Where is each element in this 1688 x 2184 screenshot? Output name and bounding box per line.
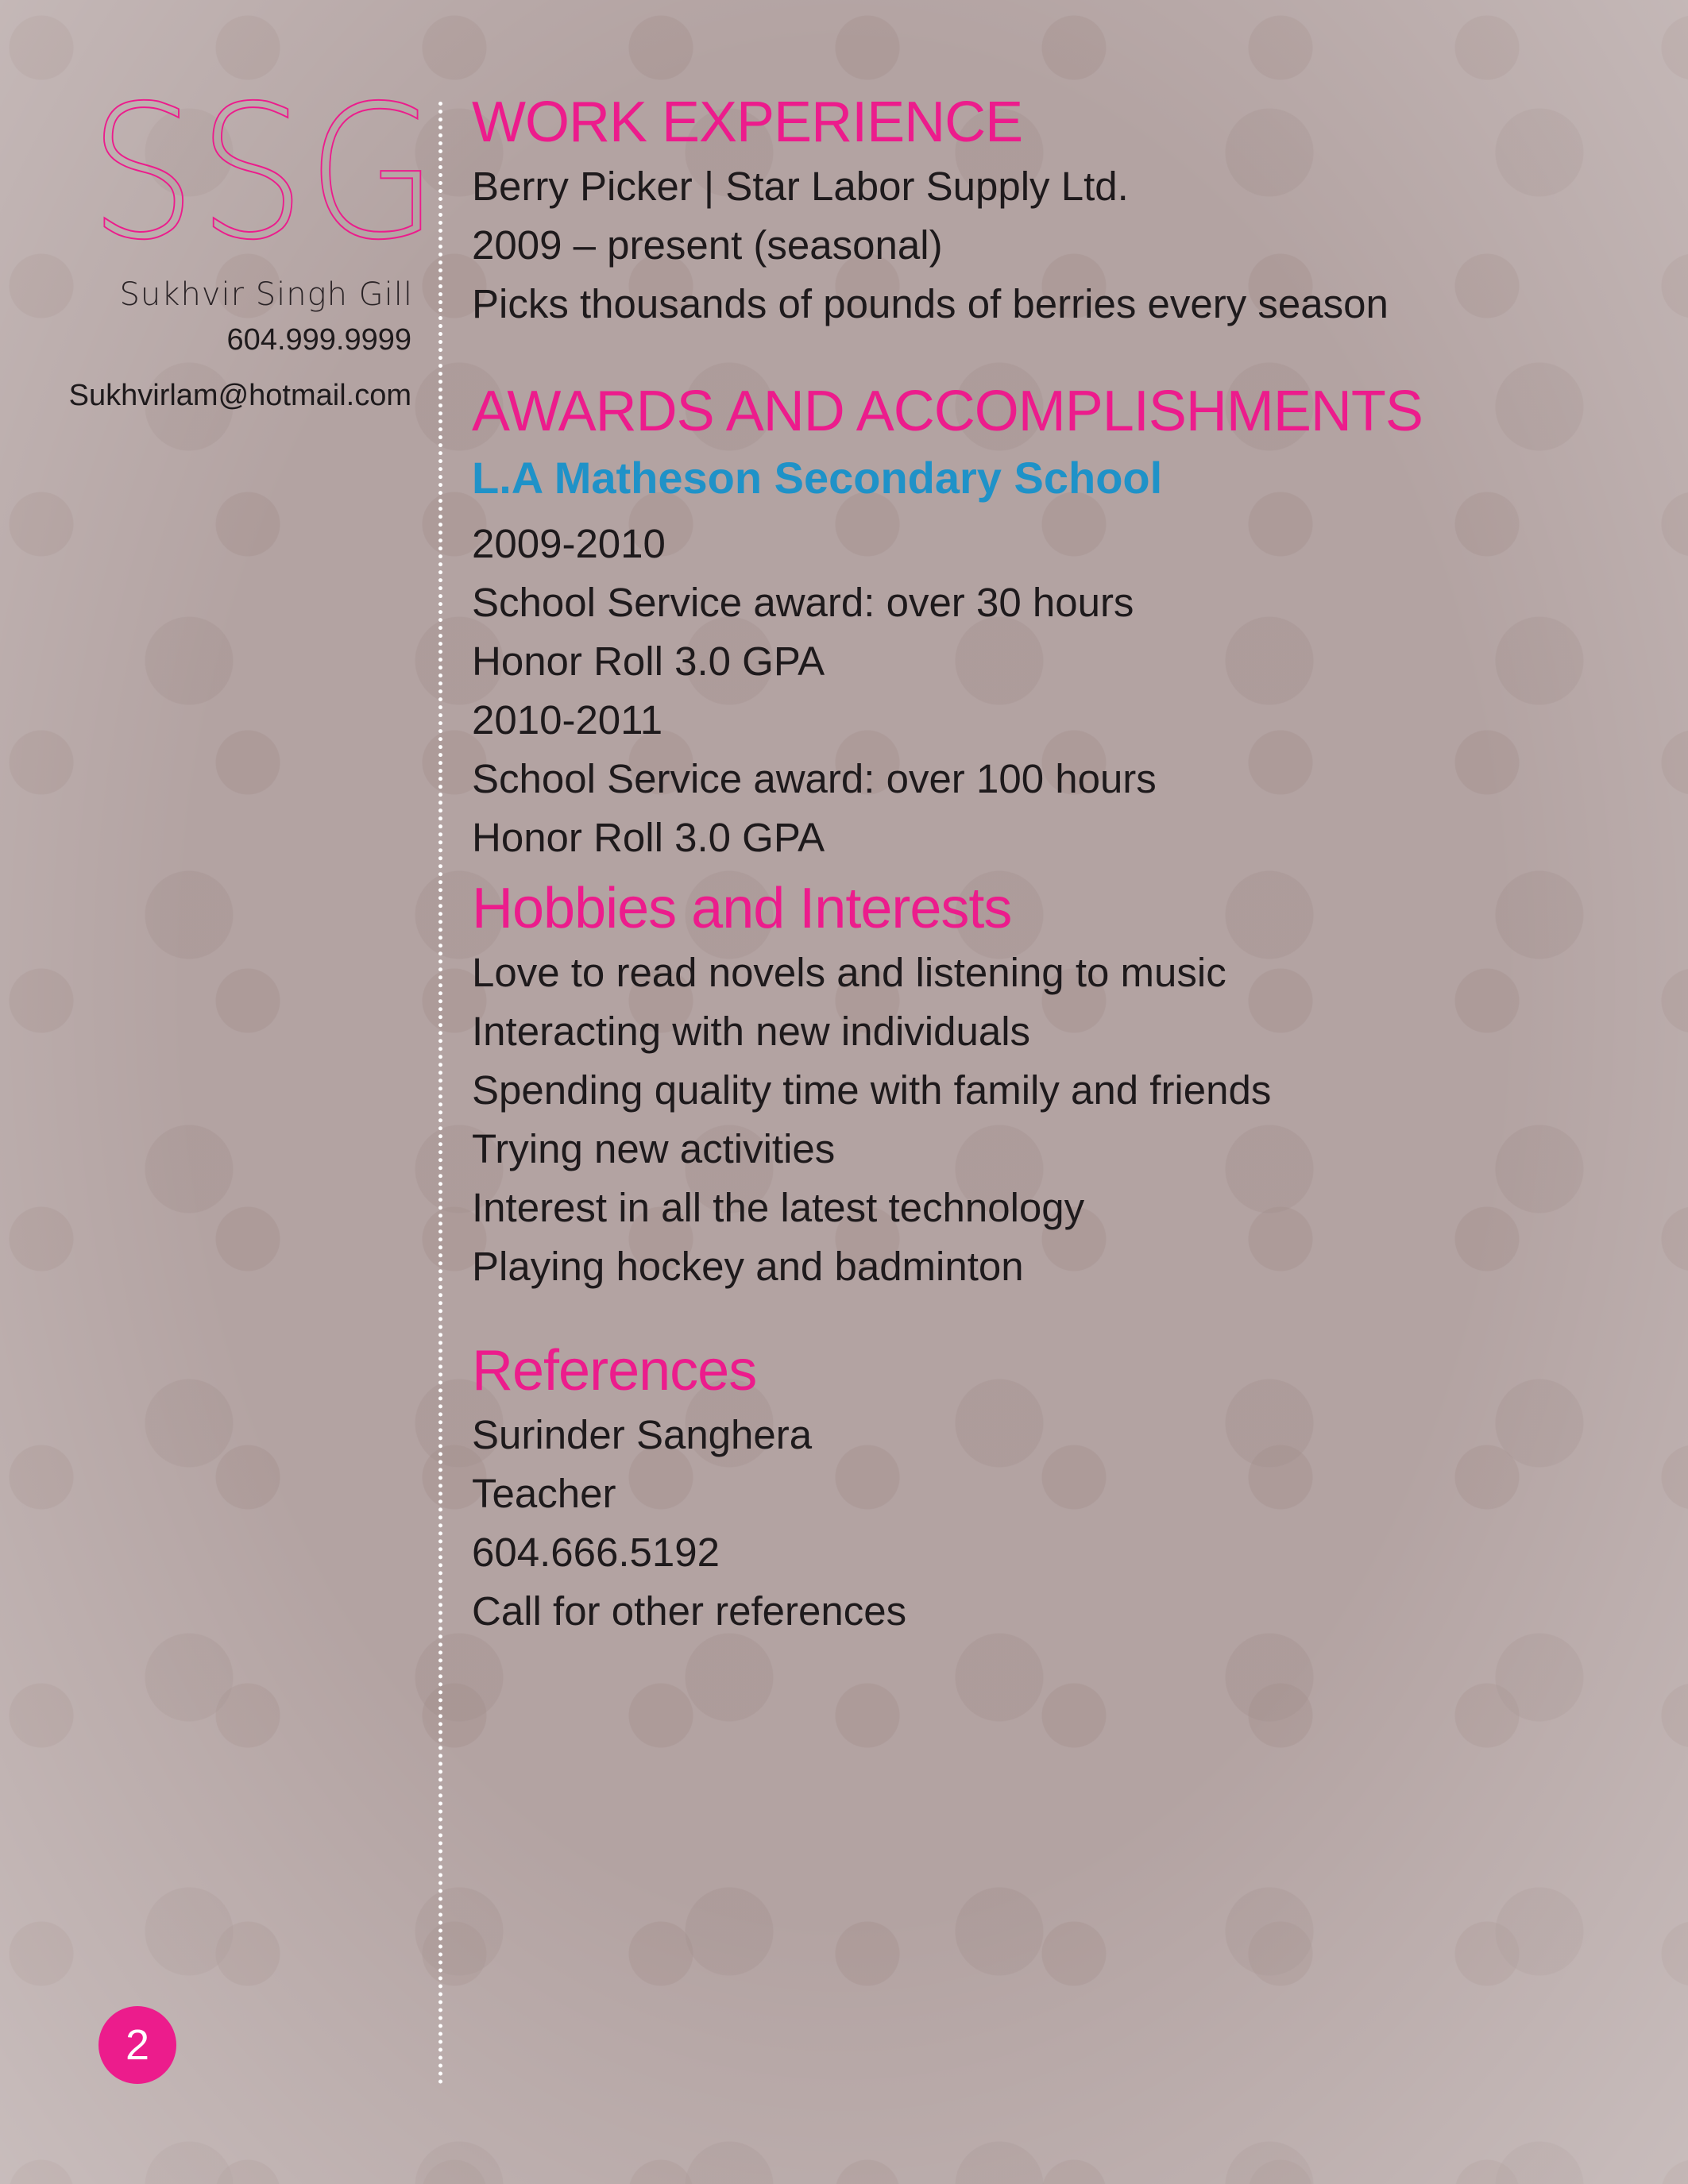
hobby-line: Trying new activities: [472, 1126, 836, 1171]
logo-name: Sukhvir Singh Gill: [119, 276, 413, 313]
school-name: L.A Matheson Secondary School: [472, 453, 1163, 503]
reference-line: Surinder Sanghera: [472, 1412, 813, 1457]
work-line: 2009 – present (seasonal): [472, 222, 943, 268]
phone-number: 604.999.9999: [226, 323, 411, 357]
work-experience-section: [472, 89, 1616, 334]
award-line: School Service award: over 30 hours: [472, 580, 1134, 625]
section-heading: Hobbies and Interests: [472, 877, 1012, 940]
logo: [89, 66, 440, 314]
section-heading: References: [472, 1339, 757, 1403]
work-line: Berry Picker | Star Labor Supply Ltd.: [472, 164, 1129, 209]
awards-section: [472, 378, 1616, 867]
hobbies-section: [472, 875, 1616, 1296]
main-content: [472, 89, 1616, 1641]
reference-line: 604.666.5192: [472, 1530, 720, 1575]
hobby-line: Playing hockey and badminton: [472, 1244, 1024, 1289]
monogram: SSG: [89, 66, 440, 280]
award-line: Honor Roll 3.0 GPA: [472, 815, 825, 860]
references-section: [472, 1337, 1616, 1641]
reference-line: Call for other references: [472, 1588, 907, 1634]
award-line: Honor Roll 3.0 GPA: [472, 639, 825, 684]
hobby-line: Interacting with new individuals: [472, 1009, 1031, 1054]
hobby-line: Interest in all the latest technology: [472, 1185, 1085, 1230]
section-heading: AWARDS AND ACCOMPLISHMENTS: [472, 380, 1423, 443]
email-address: Sukhvirlam@hotmail.com: [68, 379, 411, 412]
award-line: 2009-2010: [472, 521, 666, 566]
reference-line: Teacher: [472, 1471, 616, 1516]
section-heading: WORK EXPERIENCE: [472, 91, 1023, 154]
hobby-line: Spending quality time with family and friends: [472, 1067, 1272, 1113]
award-line: School Service award: over 100 hours: [472, 756, 1157, 801]
dotted-divider: [438, 102, 442, 2086]
work-line: Picks thousands of pounds of berries every season: [472, 281, 1389, 326]
hobby-line: Love to read novels and listening to music: [472, 950, 1226, 995]
award-line: 2010-2011: [472, 697, 663, 743]
page-number-badge: 2: [98, 2006, 176, 2084]
